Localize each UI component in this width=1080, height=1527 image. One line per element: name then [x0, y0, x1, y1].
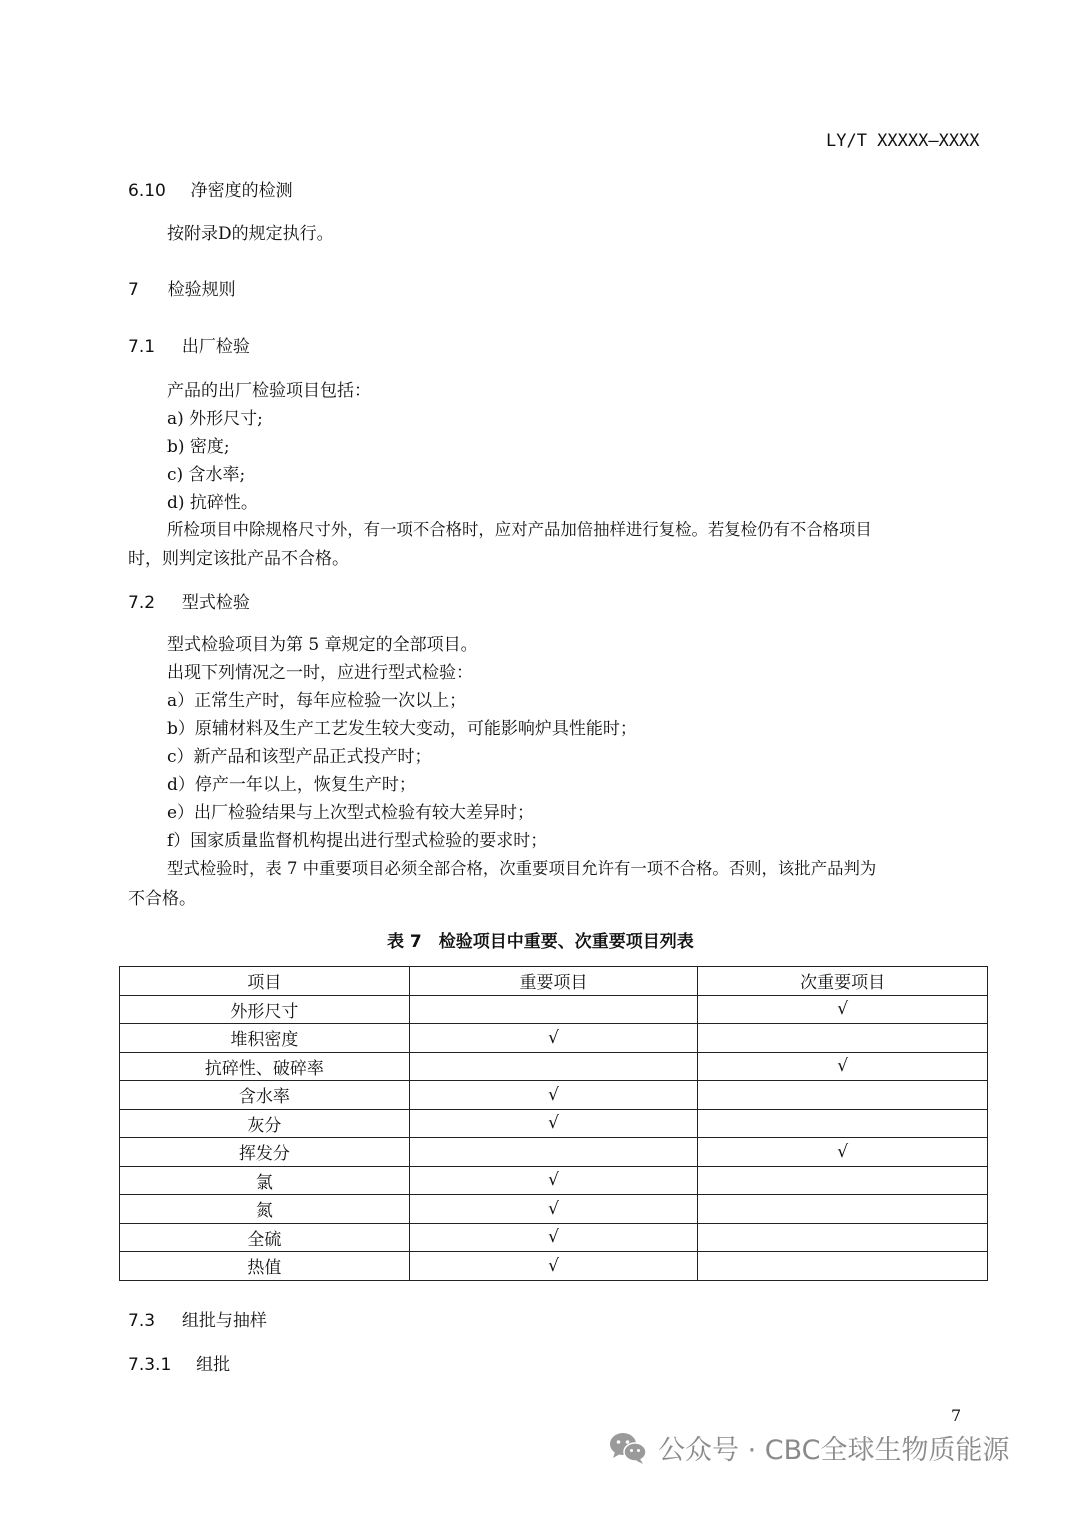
wechat-icon	[608, 1431, 648, 1465]
section-7-2-line1: 型式检验项目为第 5 章规定的全部项目。	[167, 635, 478, 655]
table-cell	[698, 1252, 988, 1281]
table-cell: 氮	[120, 1195, 410, 1224]
table-cell: √	[409, 1024, 698, 1053]
table-cell: 堆积密度	[120, 1024, 410, 1053]
table-cell: √	[409, 1109, 698, 1138]
table-caption: 表 7 检验项目中重要、次重要项目列表	[387, 932, 694, 952]
list-item: f）国家质量监督机构提出进行型式检验的要求时；	[167, 831, 548, 851]
list-item: d）停产一年以上，恢复生产时；	[167, 775, 416, 795]
table-cell	[698, 1081, 988, 1110]
section-title: 检验规则	[167, 280, 236, 300]
table-cell: 氯	[120, 1166, 410, 1195]
column-header-item: 项目	[120, 967, 410, 996]
table-cell: √	[409, 1252, 698, 1281]
section-heading-7-3-1	[128, 1350, 230, 1375]
section-heading-7-1	[128, 332, 250, 357]
table-cell	[698, 1166, 988, 1195]
table-row	[120, 1223, 988, 1252]
table-cell: √	[409, 1081, 698, 1110]
list-item: c) 含水率;	[167, 465, 246, 485]
inspection-items-table	[119, 966, 988, 1281]
table-cell	[409, 1052, 698, 1081]
table-row	[120, 1138, 988, 1167]
section-6-10-body: 按附录D的规定执行。	[167, 224, 334, 244]
section-title: 组批	[196, 1355, 231, 1375]
table-cell: 含水率	[120, 1081, 410, 1110]
table-row	[120, 1109, 988, 1138]
table-cell: 抗碎性、破碎率	[120, 1052, 410, 1081]
table-cell: √	[409, 1166, 698, 1195]
list-item: d) 抗碎性。	[167, 493, 258, 513]
section-heading-7-3	[128, 1306, 267, 1331]
section-title: 净密度的检测	[190, 181, 293, 201]
section-7-1-paragraph-line2: 时，则判定该批产品不合格。	[128, 549, 349, 569]
table-cell: √	[698, 995, 988, 1024]
section-number: 7.3	[128, 1311, 156, 1331]
page-number: 7	[951, 1406, 962, 1425]
section-title: 型式检验	[181, 593, 250, 613]
section-number: 7.3.1	[128, 1355, 172, 1375]
table-row	[120, 1024, 988, 1053]
section-number: 7	[128, 280, 139, 300]
column-header-important: 重要项目	[409, 967, 698, 996]
list-item: c）新产品和该型产品正式投产时；	[167, 747, 432, 767]
section-title: 出厂检验	[181, 337, 250, 357]
table-cell	[698, 1024, 988, 1053]
list-item: e）出厂检验结果与上次型式检验有较大差异时；	[167, 803, 535, 823]
table-row	[120, 1166, 988, 1195]
section-heading-7	[128, 275, 236, 300]
table-row	[120, 1195, 988, 1224]
table-cell: √	[409, 1195, 698, 1224]
section-7-1-paragraph-line1: 所检项目中除规格尺寸外，有一项不合格时，应对产品加倍抽样进行复检。若复检仍有不合格项目	[167, 520, 872, 539]
standard-code: LY/T XXXXX—XXXX	[826, 131, 980, 151]
table-cell	[698, 1109, 988, 1138]
list-item: a) 外形尺寸;	[167, 409, 263, 429]
section-7-2-paragraph-line2: 不合格。	[128, 889, 196, 909]
table-cell: 全硫	[120, 1223, 410, 1252]
table-cell	[698, 1195, 988, 1224]
table-row	[120, 1081, 988, 1110]
table-cell: 外形尺寸	[120, 995, 410, 1024]
section-title: 组批与抽样	[181, 1311, 267, 1331]
table-cell: 热值	[120, 1252, 410, 1281]
section-number: 7.2	[128, 593, 156, 613]
section-number: 7.1	[128, 337, 156, 357]
section-7-1-intro: 产品的出厂检验项目包括：	[167, 381, 371, 401]
section-7-2-line2: 出现下列情况之一时，应进行型式检验：	[167, 663, 473, 683]
section-heading-7-2	[128, 588, 250, 613]
table-cell	[409, 1138, 698, 1167]
table-row	[120, 1252, 988, 1281]
table-cell: √	[698, 1138, 988, 1167]
watermark	[608, 1428, 1010, 1467]
section-number: 6.10	[128, 181, 166, 201]
list-item: b) 密度;	[167, 437, 230, 457]
table-cell: √	[409, 1223, 698, 1252]
table-row	[120, 1052, 988, 1081]
column-header-secondary: 次重要项目	[698, 967, 988, 996]
list-item: a）正常生产时，每年应检验一次以上；	[167, 691, 467, 711]
table-cell	[698, 1223, 988, 1252]
table-header-row	[120, 967, 988, 996]
table-cell: 挥发分	[120, 1138, 410, 1167]
section-7-2-paragraph-line1: 型式检验时，表 7 中重要项目必须全部合格，次重要项目允许有一项不合格。否则，该批产品判为	[167, 859, 877, 878]
table-cell: √	[698, 1052, 988, 1081]
table-row	[120, 995, 988, 1024]
watermark-text: 公众号 · CBC全球生物质能源	[658, 1435, 1010, 1466]
list-item: b）原辅材料及生产工艺发生较大变动，可能影响炉具性能时；	[167, 719, 637, 739]
table-cell	[409, 995, 698, 1024]
table-cell: 灰分	[120, 1109, 410, 1138]
section-heading-6-10	[128, 176, 293, 201]
